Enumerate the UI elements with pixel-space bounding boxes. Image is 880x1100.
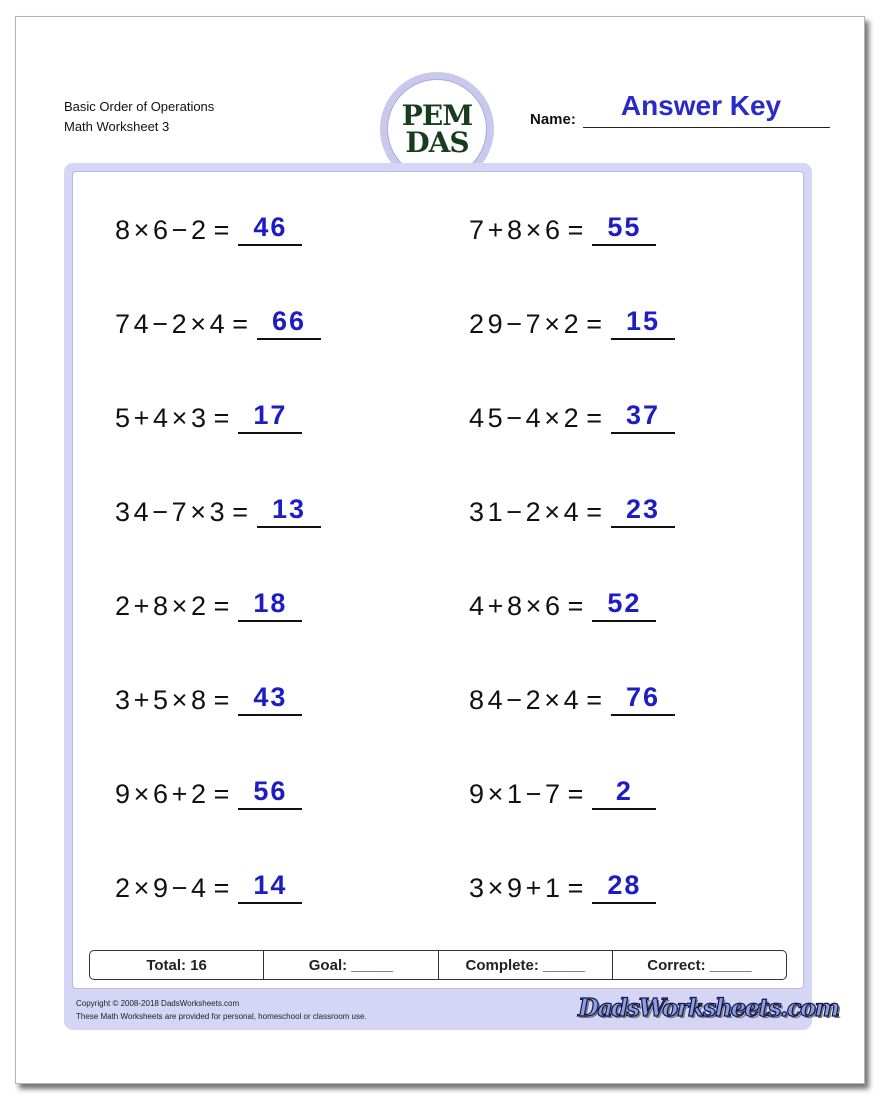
name-label: Name: <box>530 111 576 128</box>
answer-blank: 46 <box>238 210 302 246</box>
equals-sign: = <box>567 215 584 245</box>
equals-sign: = <box>586 403 602 433</box>
problem-item <box>469 586 656 622</box>
problem-expression: 5+4×3 <box>115 403 210 433</box>
equals-sign: = <box>232 497 248 527</box>
answer-blank: 52 <box>592 586 656 622</box>
equals-sign: = <box>232 309 248 339</box>
problem-expression: 2×9−4 <box>115 873 210 903</box>
answer-blank: 56 <box>238 774 302 810</box>
equals-sign: = <box>213 779 230 809</box>
answer-blank: 23 <box>611 492 675 528</box>
logo-text-das: DAS <box>405 126 469 159</box>
answer-blank: 17 <box>238 398 302 434</box>
copyright-text: Copyright © 2008-2018 DadsWorksheets.com <box>76 999 240 1008</box>
problem-item <box>115 868 302 904</box>
answer-blank: 13 <box>257 492 321 528</box>
problem-item <box>115 586 302 622</box>
equals-sign: = <box>586 309 602 339</box>
answer-blank: 37 <box>611 398 675 434</box>
problem-item <box>115 304 321 340</box>
equals-sign: = <box>586 685 602 715</box>
answer-blank: 76 <box>611 680 675 716</box>
equals-sign: = <box>567 873 584 903</box>
problem-item <box>115 210 302 246</box>
problem-item <box>469 774 656 810</box>
problem-expression: 9×1−7 <box>469 779 564 809</box>
equals-sign: = <box>213 403 230 433</box>
title-line-1: Basic Order of Operations <box>64 99 215 114</box>
problem-item <box>469 304 675 340</box>
problem-item <box>469 680 675 716</box>
answer-blank: 18 <box>238 586 302 622</box>
answer-blank: 2 <box>592 774 656 810</box>
problem-expression: 84−2×4 <box>469 685 583 715</box>
answer-blank: 43 <box>238 680 302 716</box>
problem-expression: 3+5×8 <box>115 685 210 715</box>
equals-sign: = <box>213 873 230 903</box>
answer-blank: 15 <box>611 304 675 340</box>
footer-notes <box>76 997 367 1023</box>
problem-expression: 9×6+2 <box>115 779 210 809</box>
problem-item <box>115 398 302 434</box>
equals-sign: = <box>213 685 230 715</box>
score-goal: Goal: _____ <box>264 951 438 979</box>
score-bar <box>89 950 787 980</box>
problem-expression: 8×6−2 <box>115 215 210 245</box>
problem-expression: 29−7×2 <box>469 309 583 339</box>
answer-blank: 28 <box>592 868 656 904</box>
logo-text-pem: PEM <box>401 99 473 132</box>
problem-expression: 34−7×3 <box>115 497 229 527</box>
answer-blank: 55 <box>592 210 656 246</box>
name-value: Answer Key <box>620 90 782 121</box>
worksheet-title <box>64 97 214 137</box>
problem-item <box>469 210 656 246</box>
problem-item <box>115 774 302 810</box>
problem-expression: 4+8×6 <box>469 591 564 621</box>
answer-blank: 66 <box>257 304 321 340</box>
score-complete: Complete: _____ <box>439 951 613 979</box>
dadsworksheets-logo: DadsWorksheets.com <box>578 993 839 1022</box>
answer-blank: 14 <box>238 868 302 904</box>
usage-notice: These Math Worksheets are provided for personal, homeschool or classroom use. <box>76 1012 367 1021</box>
problem-expression: 45−4×2 <box>469 403 583 433</box>
equals-sign: = <box>213 591 230 621</box>
equals-sign: = <box>567 779 584 809</box>
equals-sign: = <box>567 591 584 621</box>
problem-item <box>469 398 675 434</box>
problems-area <box>72 171 804 989</box>
problem-item <box>115 680 302 716</box>
score-correct: Correct: _____ <box>647 956 752 974</box>
problem-expression: 74−2×4 <box>115 309 229 339</box>
score-total: Total: 16 <box>90 951 264 979</box>
problem-expression: 7+8×6 <box>469 215 564 245</box>
problem-expression: 31−2×4 <box>469 497 583 527</box>
problem-item <box>469 492 675 528</box>
title-line-2: Math Worksheet 3 <box>64 119 170 134</box>
problem-item <box>469 868 656 904</box>
name-underline <box>583 127 830 128</box>
equals-sign: = <box>213 215 230 245</box>
problem-item <box>115 492 321 528</box>
problem-expression: 3×9+1 <box>469 873 564 903</box>
problem-expression: 2+8×2 <box>115 591 210 621</box>
equals-sign: = <box>586 497 602 527</box>
